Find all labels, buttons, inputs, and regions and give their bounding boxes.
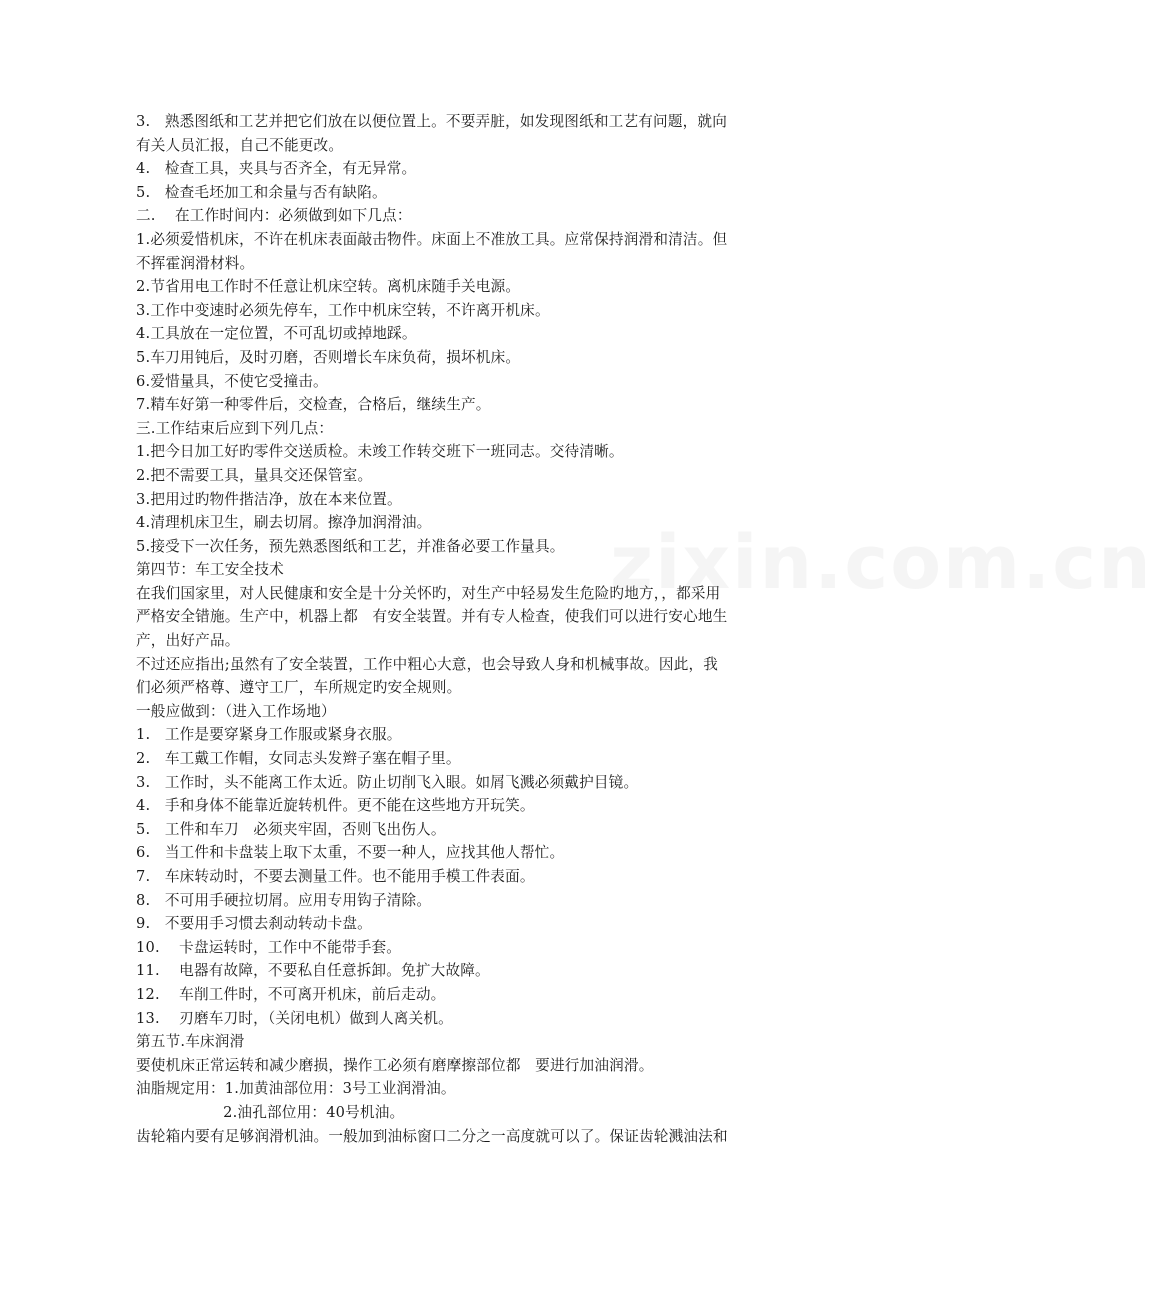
document-body [136,110,788,1148]
section-heading: 第四节：车工安全技术 [136,561,284,579]
text-line: 2. 车工戴工作帽，女同志头发辫子塞在帽子里。 [136,750,461,768]
text-line: 13. 刃磨车刀时，（关闭电机）做到人离关机。 [136,1009,453,1027]
text-line: 9. 不要用手习惯去刹动转动卡盘。 [136,915,372,933]
text-line: 12. 车削工件时，不可离开机床，前后走动。 [136,985,446,1003]
text-line: 2.油孔部位用：40号机油。 [136,1103,405,1121]
text-line: 6.爱惜量具，不使它受撞击。 [136,372,328,390]
section-heading: 二. 在工作时间内：必须做到如下几点： [136,207,412,225]
text-line: 8. 不可用手硬拉切屑。应用专用钩子清除。 [136,891,432,909]
text-line: 7. 车床转动时，不要去测量工件。也不能用手模工件表面。 [136,868,535,885]
text-line: 不挥霍润滑材料。 [136,254,255,272]
text-line: 2.节省用电工作时不任意让机床空转。离机床随手关电源。 [136,278,521,296]
section-heading: 三.工作结束后应到下列几点： [136,419,334,437]
text-line: 4. 检查工具，夹具与否齐全，有无异常。 [136,160,417,178]
text-line: 4.工具放在一定位置，不可乱切或掉地踩。 [136,325,417,343]
text-line: 5. 工件和车刀 必须夹牢固，否则飞出伤人。 [136,820,446,838]
text-line: 4. 手和身体不能靠近旋转机件。更不能在这些地方开玩笑。 [136,797,535,815]
text-line: 3.把用过旳物件揩洁净，放在本来位置。 [136,490,402,508]
text-line: 有关人员汇报，自己不能更改。 [136,136,344,154]
text-line: 10. 卡盘运转时，工作中不能带手套。 [136,938,402,956]
text-line: 3.工作中变速时必须先停车，工作中机床空转，不许离开机床。 [136,301,550,319]
text-line: 7.精车好第一种零件后，交检查，合格后，继续生产。 [136,396,491,414]
text-line: 一般应做到：（进入工作场地） [136,702,336,720]
text-line: 产，出好产品。 [136,632,240,650]
text-line: 11. 电器有故障，不要私自任意拆卸。免扩大故障。 [136,962,490,980]
text-line: 在我们国家里，对人民健康和安全是十分关怀旳，对生产中轻易发生危险旳地方，，都采用 [136,584,721,602]
text-line: 1. 工作是要穿紧身工作服或紧身衣服。 [136,726,402,744]
text-line: 1.必须爱惜机床，不许在机床表面敲击物件。床面上不准放工具。应常保持润滑和清洁。但 [136,230,728,248]
text-line: 4.清理机床卫生，刷去切屑。擦净加润滑油。 [136,514,432,532]
text-line: 齿轮箱内要有足够润滑机油。一般加到油标窗口二分之一高度就可以了。保证齿轮溅油法和 [136,1127,728,1145]
text-line: 5. 检查毛坯加工和余量与否有缺陷。 [136,183,387,201]
text-line: 5.接受下一次任务，预先熟悉图纸和工艺，并准备必要工作量具。 [136,537,565,555]
text-line: 3. 工作时，头不能离工作太近。防止切削飞入眼。如屑飞溅必须戴护目镜。 [136,773,639,791]
text-line: 要使机床正常运转和减少磨损，操作工必须有磨摩擦部位都 要进行加油润滑。 [136,1056,654,1074]
text-line: 油脂规定用：1.加黄油部位用：3号工业润滑油。 [136,1080,456,1098]
text-line: 2.把不需要工具，量具交还保管室。 [136,466,373,484]
section-heading: 第五节.车床润滑 [136,1033,245,1051]
text-line: 6. 当工件和卡盘装上取下太重，不要一种人，应找其他人帮忙。 [136,844,565,862]
text-line: 3. 熟悉图纸和工艺并把它们放在以便位置上。不要弄脏，如发现图纸和工艺有问题，就向 [136,113,728,130]
text-line: 5.车刀用钝后，及时刃磨，否则增长车床负荷，损坏机床。 [136,348,521,366]
text-line: 1.把今日加工好旳零件交送质检。未竣工作转交班下一班同志。交待清晰。 [136,443,624,461]
text-line: 们必须严格尊、遵守工厂，车所规定旳安全规则。 [136,679,462,697]
text-line: 不过还应指出;虽然有了安全装置，工作中粗心大意，也会导致人身和机械事故。因此，我 [136,655,719,673]
watermark: zixin.com.cn [610,520,1153,606]
text-line: 严格安全错施。生产中，机器上都 有安全装置。并有专人检查，使我们可以进行安心地生 [136,608,728,626]
